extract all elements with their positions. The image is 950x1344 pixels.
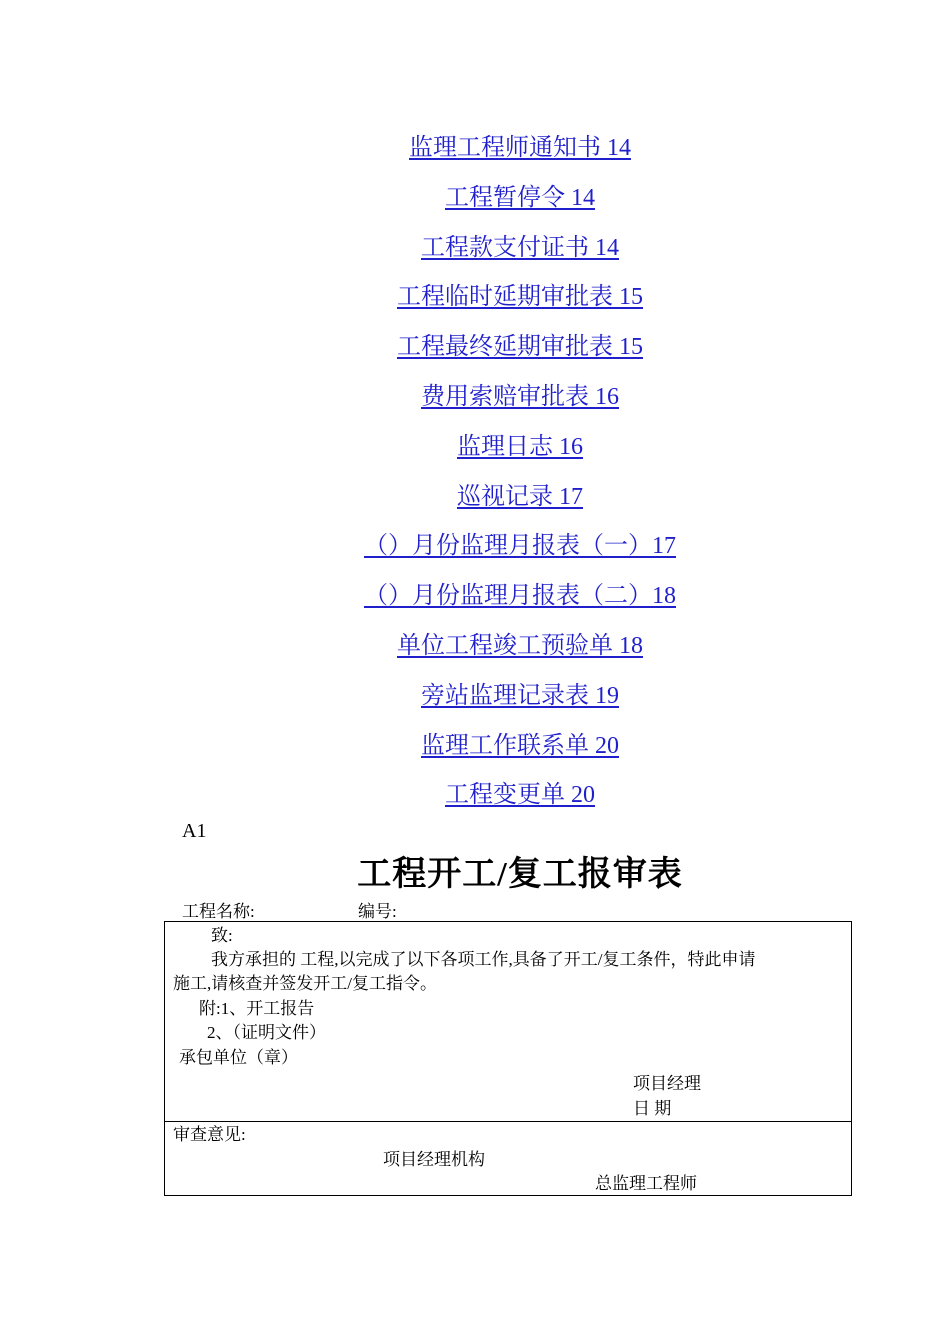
toc-link[interactable]: 工程最终延期审批表 15 <box>397 334 643 361</box>
pm-office-label: 项目经理机构 <box>383 1150 485 1169</box>
toc-link[interactable]: 工程变更单 20 <box>445 782 595 809</box>
attachment-2: 2、（证明文件） <box>207 1023 326 1042</box>
toc-link[interactable]: 单位工程竣工预验单 18 <box>397 632 643 659</box>
project-manager-label: 项目经理 <box>633 1074 701 1093</box>
chief-supervisor-label: 总监理工程师 <box>595 1174 697 1193</box>
to-label: 致: <box>211 926 233 945</box>
toc-link[interactable]: 巡视记录 17 <box>457 483 583 510</box>
review-section <box>165 1122 851 1196</box>
contractor-seal-label: 承包单位（章） <box>179 1048 298 1067</box>
toc-link[interactable]: 工程暂停令 14 <box>445 184 595 211</box>
toc-link[interactable]: 监理日志 16 <box>457 433 583 460</box>
project-name-label: 工程名称: <box>182 902 255 921</box>
attachment-1: 附:1、开工报告 <box>199 999 315 1018</box>
table-of-contents <box>0 128 950 825</box>
form-title: 工程开工/复工报审表 <box>357 856 683 893</box>
toc-link[interactable]: 监理工程师通知书 14 <box>409 135 631 161</box>
date-label: 日 期 <box>633 1099 672 1118</box>
application-form-table <box>164 921 852 1196</box>
form-code: A1 <box>182 820 207 842</box>
toc-link[interactable]: （）月份监理月报表（二）18 <box>364 583 676 610</box>
toc-link[interactable]: 工程款支付证书 14 <box>421 234 619 261</box>
review-opinion-label: 审查意见: <box>173 1125 246 1144</box>
number-label: 编号: <box>358 902 397 921</box>
body-line-2: 施工,请核查并签发开工/复工指令。 <box>173 974 437 993</box>
toc-link[interactable]: 监理工作联系单 20 <box>421 732 619 759</box>
toc-link[interactable]: 旁站监理记录表 19 <box>421 682 619 709</box>
toc-link[interactable]: 工程临时延期审批表 15 <box>397 284 643 311</box>
body-line-1: 我方承担的 工程,以完成了以下各项工作,具备了开工/复工条件，特此申请 <box>211 950 756 969</box>
application-section <box>165 922 851 1122</box>
toc-link[interactable]: 费用索赔审批表 16 <box>421 383 619 410</box>
toc-link[interactable]: （）月份监理月报表（一）17 <box>364 533 676 560</box>
